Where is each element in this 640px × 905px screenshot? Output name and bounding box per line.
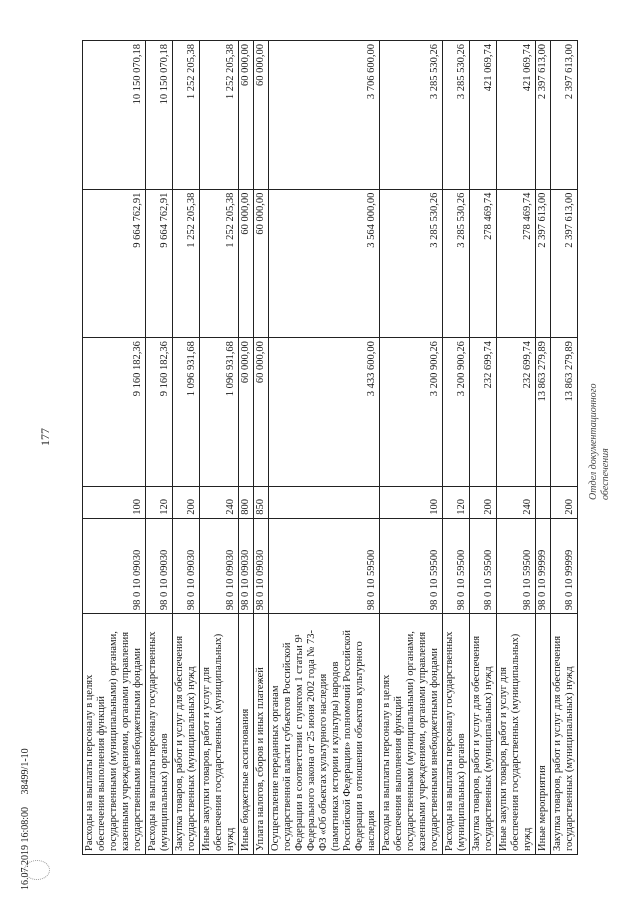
row-name: Иные закупки товаров, работ и услуг для обеспечения государственных (муниципальных) нужд: [497, 614, 536, 855]
row-sum-3: 2 397 613,00: [551, 41, 578, 190]
row-code: 98 0 10 09030: [239, 518, 254, 613]
row-expense-type: [536, 486, 551, 518]
footer: [20, 748, 31, 890]
row-sum-1: 13 863 279,89: [551, 338, 578, 487]
row-sum-1: 9 160 182,36: [146, 338, 173, 487]
footer-datetime: 16.07.2019 16:08:00: [20, 806, 31, 890]
row-expense-type: 240: [200, 486, 239, 518]
table-row: [380, 41, 443, 855]
row-name: Расходы на выплаты персоналу государственных (муниципальных) органов: [443, 614, 470, 855]
row-name: Уплата налогов, сборов и иных платежей: [254, 614, 269, 855]
row-expense-type: 800: [239, 486, 254, 518]
row-code: 98 0 10 99999: [536, 518, 551, 613]
row-code: 98 0 10 99999: [551, 518, 578, 613]
row-code: 98 0 10 09030: [254, 518, 269, 613]
table-row: [83, 41, 146, 855]
row-sum-2: 3 285 530,26: [443, 189, 470, 338]
row-code: 98 0 10 59500: [497, 518, 536, 613]
row-code: 98 0 10 09030: [83, 518, 146, 613]
row-expense-type: 100: [380, 486, 443, 518]
table-row: [239, 41, 254, 855]
row-name: Расходы на выплаты персоналу в целях обеспечения выполнения функций государственными (муниципальными) органами, казенными учреждениями, органами управления государственными внебюджетными фондами: [83, 614, 146, 855]
row-sum-1: 232 699,74: [470, 338, 497, 487]
row-sum-1: 1 096 931,68: [173, 338, 200, 487]
row-sum-1: 3 200 900,26: [443, 338, 470, 487]
row-name: Иные мероприятия: [536, 614, 551, 855]
budget-table: [82, 40, 578, 855]
row-name: Закупка товаров, работ и услуг для обеспечения государственных (муниципальных) нужд: [470, 614, 497, 855]
row-sum-1: 9 160 182,36: [83, 338, 146, 487]
table-row: [269, 41, 380, 855]
row-sum-1: 60 000,00: [254, 338, 269, 487]
row-sum-3: 421 069,74: [470, 41, 497, 190]
row-name: Расходы на выплаты персоналу в целях обеспечения выполнения функций государственными (муниципальными) органами, казенными учреждениями, органами управления государственными внебюджетными фондами: [380, 614, 443, 855]
row-code: 98 0 10 59500: [443, 518, 470, 613]
row-name: Иные закупки товаров, работ и услуг для обеспечения государственных (муниципальных) нужд: [200, 614, 239, 855]
row-sum-3: 60 000,00: [239, 41, 254, 190]
row-expense-type: 120: [443, 486, 470, 518]
table-row: [200, 41, 239, 855]
row-expense-type: [269, 486, 380, 518]
row-code: 98 0 10 59500: [380, 518, 443, 613]
row-sum-2: 9 664 762,91: [83, 189, 146, 338]
row-sum-2: 2 397 613,00: [536, 189, 551, 338]
row-code: 98 0 10 59500: [269, 518, 380, 613]
row-sum-2: 278 469,74: [497, 189, 536, 338]
row-sum-2: 1 252 205,38: [200, 189, 239, 338]
row-sum-3: 10 150 070,18: [83, 41, 146, 190]
table-row: [551, 41, 578, 855]
table-row: [173, 41, 200, 855]
row-expense-type: 850: [254, 486, 269, 518]
row-sum-3: 3 706 600,00: [269, 41, 380, 190]
row-name: Расходы на выплаты персоналу государственных (муниципальных) органов: [146, 614, 173, 855]
row-sum-1: 3 200 900,26: [380, 338, 443, 487]
row-sum-2: 1 252 205,38: [173, 189, 200, 338]
row-sum-1: 232 699,74: [497, 338, 536, 487]
department-stamp: [588, 383, 612, 500]
row-sum-3: 1 252 205,38: [173, 41, 200, 190]
table-row: [470, 41, 497, 855]
row-sum-3: 10 150 070,18: [146, 41, 173, 190]
table-row: [443, 41, 470, 855]
stamp-line-1: Отдел документационного: [588, 383, 599, 500]
page-number: 177: [38, 428, 52, 446]
row-sum-3: 3 285 530,26: [443, 41, 470, 190]
row-name: Иные бюджетные ассигнования: [239, 614, 254, 855]
row-sum-1: 60 000,00: [239, 338, 254, 487]
row-code: 98 0 10 09030: [200, 518, 239, 613]
table-body: [83, 41, 578, 855]
row-expense-type: 200: [173, 486, 200, 518]
row-name: Закупка товаров, работ и услуг для обеспечения государственных (муниципальных) нужд: [173, 614, 200, 855]
stamp-line-2: обеспечения: [600, 448, 611, 500]
row-sum-2: 9 664 762,91: [146, 189, 173, 338]
row-sum-2: 3 564 000,00: [269, 189, 380, 338]
table-row: [497, 41, 536, 855]
row-sum-1: 3 433 600,00: [269, 338, 380, 487]
row-name: Закупка товаров, работ и услуг для обеспечения государственных (муниципальных) нужд: [551, 614, 578, 855]
row-sum-3: 60 000,00: [254, 41, 269, 190]
row-sum-3: 1 252 205,38: [200, 41, 239, 190]
table-row: [536, 41, 551, 855]
row-sum-3: 3 285 530,26: [380, 41, 443, 190]
row-expense-type: 200: [470, 486, 497, 518]
row-expense-type: 120: [146, 486, 173, 518]
row-sum-3: 421 069,74: [497, 41, 536, 190]
row-sum-3: 2 397 613,00: [536, 41, 551, 190]
row-sum-2: 3 285 530,26: [380, 189, 443, 338]
row-sum-1: 1 096 931,68: [200, 338, 239, 487]
row-sum-2: 2 397 613,00: [551, 189, 578, 338]
table-row: [254, 41, 269, 855]
row-sum-2: 60 000,00: [239, 189, 254, 338]
row-sum-2: 60 000,00: [254, 189, 269, 338]
row-name: Осуществление переданных органам государственной власти субъектов Российской Федерации в соответствии с пунктом 1 статьи 9¹ Федерального закона от 25 июня 2002 года № 73-ФЗ «Об объектах культурного наследия (памятниках истории и культуры) народов Российской Федерации» полномочий Российской Федерации в отношении объектов культурного наследия: [269, 614, 380, 855]
row-expense-type: 200: [551, 486, 578, 518]
row-sum-1: 13 863 279,89: [536, 338, 551, 487]
row-sum-2: 278 469,74: [470, 189, 497, 338]
budget-table-region: [82, 40, 575, 855]
table-row: [146, 41, 173, 855]
row-expense-type: 240: [497, 486, 536, 518]
row-code: 98 0 10 09030: [173, 518, 200, 613]
row-code: 98 0 10 59500: [470, 518, 497, 613]
row-expense-type: 100: [83, 486, 146, 518]
row-code: 98 0 10 09030: [146, 518, 173, 613]
footer-doc-number: 38499/1-10: [20, 748, 31, 795]
